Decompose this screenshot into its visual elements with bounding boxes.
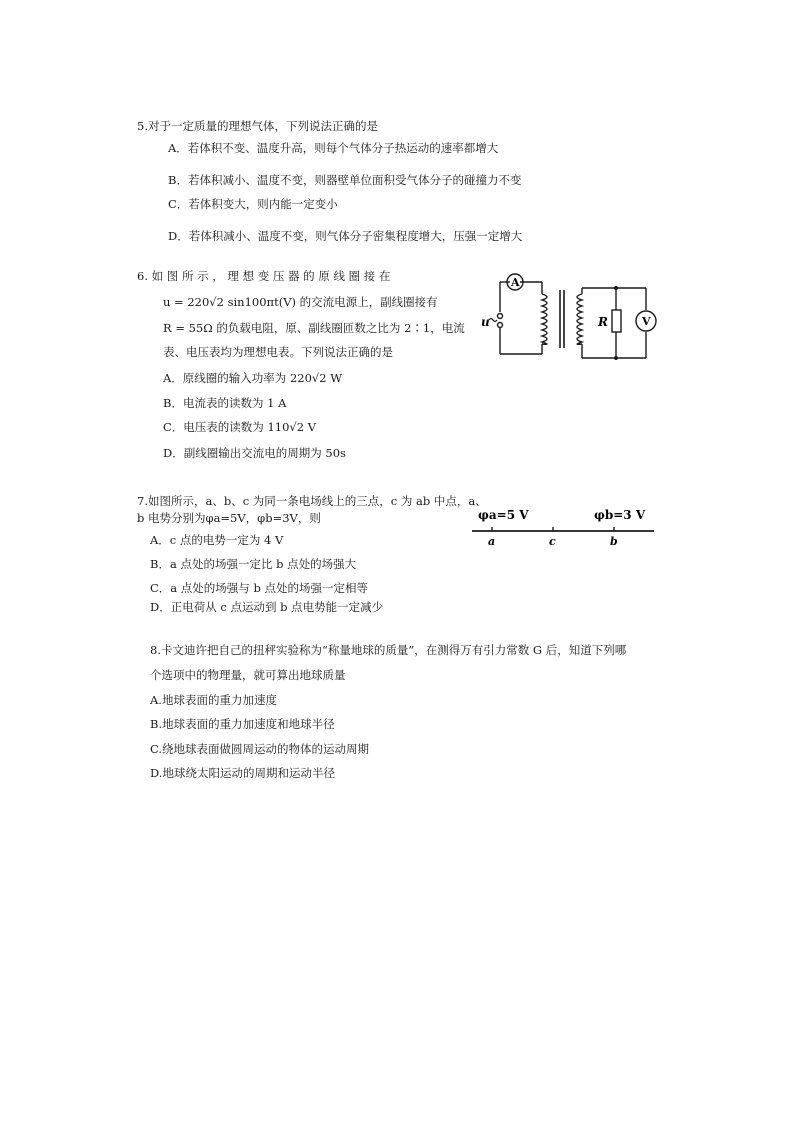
q7-stem-line-2: b 电势分别为φa=5V，φb=3V，则: [137, 511, 321, 525]
phi-a-label: φa=5 V: [478, 508, 529, 522]
q7-option-a: A．c 点的电势一定为 4 V: [150, 533, 284, 547]
q8-option-c: C.绕地球表面做圆周运动的物体的运动周期: [150, 742, 370, 756]
ammeter-label: A: [511, 276, 520, 289]
q6-stem-line-3: R = 55Ω 的负载电阻，原、副线圈匝数之比为 2∶1，电流: [163, 321, 465, 335]
q5-stem: 5.对于一定质量的理想气体，下列说法正确的是: [137, 119, 378, 133]
q8-stem-line-1: 8.卡文迪许把自己的扭秤实验称为“称量地球的质量”，在测得万有引力常数 G 后，知道下列哪: [150, 643, 627, 657]
q5-option-a: A．若体积不变、温度升高，则每个气体分子热运动的速率都增大: [168, 141, 499, 155]
q6-stem-line-1: 6. 如 图 所 示 ， 理 想 变 压 器 的 原 线 圈 接 在: [137, 269, 391, 283]
q5-option-c: C．若体积变大，则内能一定变小: [168, 197, 338, 211]
source-label: u: [481, 315, 490, 329]
q6-option-b: B．电流表的读数为 1 A: [163, 396, 287, 410]
q6-stem-line-4: 表、电压表均为理想电表。下列说法正确的是: [163, 345, 393, 359]
electric-field-line-diagram: [468, 503, 658, 549]
transformer-circuit-diagram: [478, 270, 664, 366]
q7-stem-line-1: 7.如图所示，a、b、c 为同一条电场线上的三点，c 为 ab 中点，a、: [137, 494, 487, 508]
q5-option-b: B．若体积减小、温度不变，则器壁单位面积受气体分子的碰撞力不变: [168, 173, 522, 187]
q6-option-c: C．电压表的读数为 110√2 V: [163, 420, 317, 434]
phi-b-label: φb=3 V: [594, 508, 646, 522]
q6-option-d: D．副线圈输出交流电的周期为 50s: [163, 446, 346, 460]
q6-option-a: A．原线圈的输入功率为 220√2 W: [163, 371, 343, 385]
q8-stem-line-2: 个选项中的物理量，就可算出地球质量: [150, 668, 346, 682]
q8-option-a: A.地球表面的重力加速度: [150, 693, 277, 707]
resistor-label: R: [598, 315, 608, 329]
q8-option-d: D.地球绕太阳运动的周期和运动半径: [150, 766, 335, 780]
point-a-label: a: [488, 535, 496, 548]
ac-symbol-icon: [489, 319, 497, 322]
voltmeter-label: V: [642, 315, 651, 328]
q6-stem-line-2: u = 220√2 sin100πt(V) 的交流电源上，副线圈接有: [163, 295, 438, 309]
point-b-label: b: [610, 535, 618, 548]
q7-option-c: C．a 点处的场强与 b 点处的场强一定相等: [150, 581, 368, 595]
q5-option-d: D．若体积减小、温度不变，则气体分子密集程度增大，压强一定增大: [168, 229, 523, 243]
q7-option-d: D．正电荷从 c 点运动到 b 点电势能一定减少: [150, 600, 384, 614]
q8-option-b: B.地球表面的重力加速度和地球半径: [150, 717, 335, 731]
q7-option-b: B．a 点处的场强一定比 b 点处的场强大: [150, 557, 357, 571]
point-c-label: c: [549, 535, 556, 548]
